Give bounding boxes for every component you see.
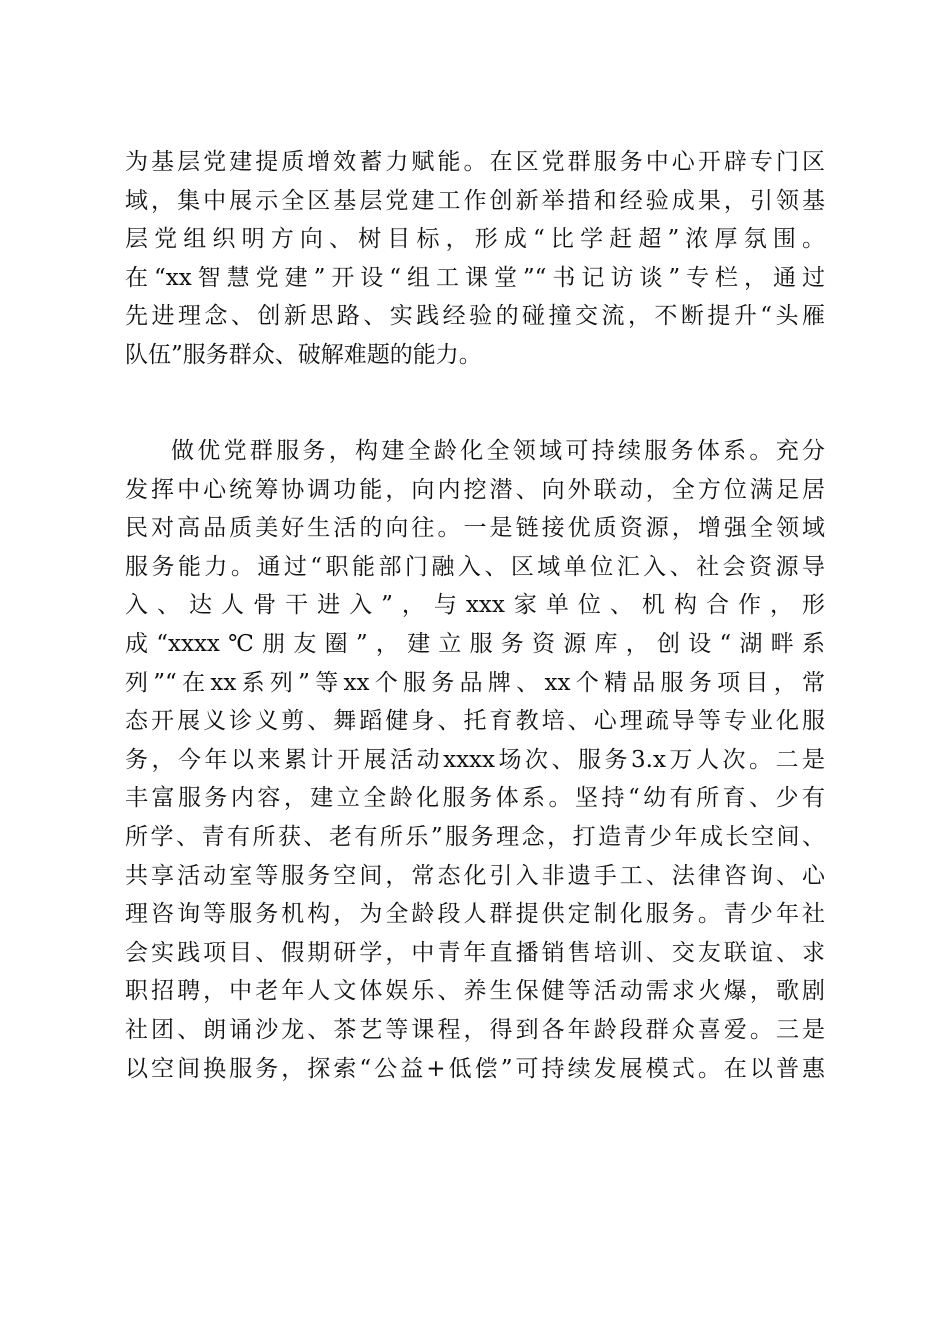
text-line: 层党组织明方向、树目标，形成“比学赶超”浓厚氛围。	[125, 226, 825, 253]
paragraph-1	[125, 143, 825, 375]
text-line: 职招聘，中老年人文体娱乐、养生保健等活动需求火爆，歌剧	[125, 978, 825, 1005]
text-line: 民对高品质美好生活的向往。一是链接优质资源，增强全领域	[125, 515, 825, 542]
text-line: 务，今年以来累计开展活动xxxx场次、服务3.x万人次。二是	[125, 746, 825, 773]
text-line: 先进理念、创新思路、实践经验的碰撞交流，不断提升“头雁	[125, 303, 825, 330]
text-line: 所学、青有所获、老有所乐”服务理念，打造青少年成长空间、	[125, 823, 825, 850]
text-line: 域，集中展示全区基层党建工作创新举措和经验成果，引领基	[125, 187, 825, 214]
text-line: 服务能力。通过“职能部门融入、区域单位汇入、社会资源导	[125, 553, 825, 580]
text-line: 入、达人骨干进入”，与xxx家单位、机构合作，形	[125, 592, 825, 619]
text-line: 在“xx智慧党建”开设“组工课堂”“书记访谈”专栏，通过	[125, 264, 825, 291]
text-line: 做优党群服务，构建全龄化全领域可持续服务体系。充分	[171, 438, 825, 464]
text-line: 以空间换服务，探索“公益+低偿”可持续发展模式。在以普惠	[125, 1055, 825, 1082]
text-line: 理咨询等服务机构，为全龄段人群提供定制化服务。青少年社	[125, 901, 825, 928]
text-line: 列”“在xx系列”等xx个服务品牌、xx个精品服务项目，常	[125, 669, 825, 696]
text-line: 会实践项目、假期研学，中青年直播销售培训、交友联谊、求	[125, 939, 825, 966]
text-line: 态开展义诊义剪、舞蹈健身、托育教培、心理疏导等专业化服	[125, 708, 825, 735]
text-line: 队伍”服务群众、破解难题的能力。	[125, 341, 482, 368]
text-line: 成“xxxx℃朋友圈”，建立服务资源库，创设“湖畔系	[125, 630, 825, 657]
text-line: 丰富服务内容，建立全龄化服务体系。坚持“幼有所育、少有	[125, 785, 825, 812]
text-line: 共享活动室等服务空间，常态化引入非遗手工、法律咨询、心	[125, 862, 825, 889]
text-line: 社团、朗诵沙龙、茶艺等课程，得到各年龄段群众喜爱。三是	[125, 1016, 825, 1043]
text-line: 为基层党建提质增效蓄力赋能。在区党群服务中心开辟专门区	[125, 149, 825, 175]
paragraph-2	[125, 432, 825, 1088]
text-line: 发挥中心统筹协调功能，向内挖潜、向外联动，全方位满足居	[125, 476, 825, 503]
